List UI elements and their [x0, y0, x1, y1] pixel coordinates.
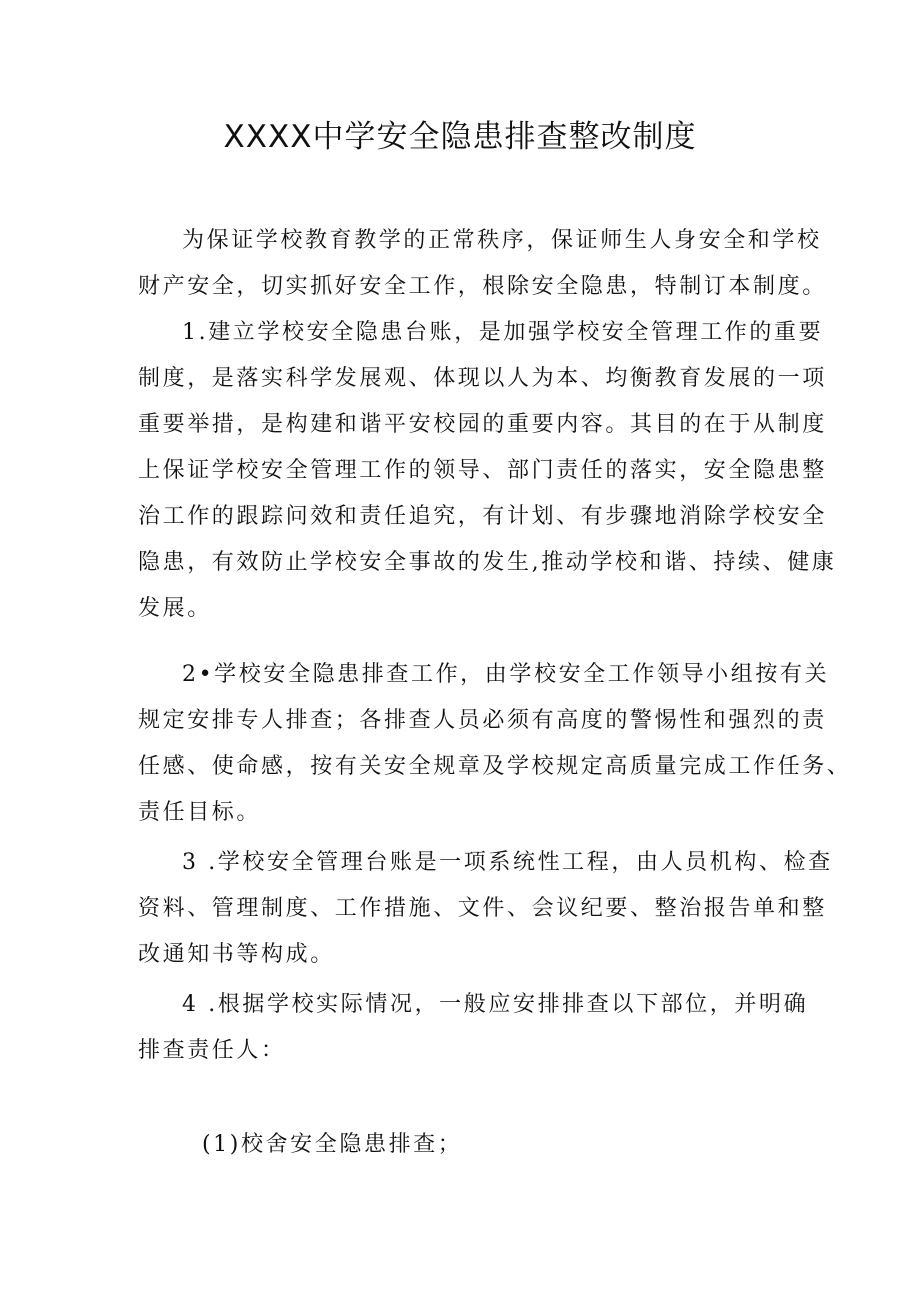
paragraph-line: 发展。	[138, 596, 212, 621]
paragraph-line: 治工作的跟踪问效和责任追究，有计划、有步骤地消除学校安全	[138, 504, 827, 529]
paragraph-line: (1)校舍安全隐患排查；	[202, 1132, 463, 1157]
paragraph-subitem-1	[138, 1122, 798, 1168]
paragraph-line: 责任目标。	[138, 800, 262, 825]
paragraph-line: 任感、使命感，按有关安全规章及学校规定高质量完成工作任务、	[138, 754, 852, 779]
paragraph-item-4	[138, 982, 809, 1074]
paragraph-line: 上保证学校安全管理工作的领导、部门责任的落实，安全隐患整	[138, 458, 827, 483]
paragraph-line: 4 .根据学校实际情况，一般应安排排查以下部位，并明确	[182, 992, 809, 1017]
paragraph-item-3	[138, 840, 833, 978]
paragraph-line: 3 .学校安全管理台账是一项系统性工程，由人员机构、检查	[182, 850, 833, 875]
paragraph-line: 规定安排专人排查；各排查人员必须有高度的警惕性和强烈的责	[138, 708, 827, 733]
paragraph-line: 改通知书等构成。	[138, 942, 335, 967]
paragraph-line: 1.建立学校安全隐患台账，是加强学校安全管理工作的重要	[182, 320, 824, 345]
paragraph-intro	[138, 218, 827, 310]
document-title: XXXX中学安全隐患排查整改制度	[223, 119, 697, 155]
paragraph-line: 资料、管理制度、工作措施、文件、会议纪要、整治报告单和整	[138, 896, 827, 921]
paragraph-line: 制度，是落实科学发展观、体现以人为本、均衡教育发展的一项	[138, 366, 827, 391]
paragraph-line: 重要举措，是构建和谐平安校园的重要内容。其目的在于从制度	[138, 412, 827, 437]
paragraph-line: 隐患，有效防止学校安全事故的发生,推动学校和谐、持续、健康	[138, 550, 837, 575]
paragraph-line: 排查责任人：	[138, 1038, 286, 1063]
paragraph-item-2	[138, 652, 852, 836]
paragraph-item-1	[138, 310, 837, 632]
paragraph-line: 财产安全，切实抓好安全工作，根除安全隐患，特制订本制度。	[138, 274, 827, 299]
paragraph-line: 为保证学校教育教学的正常秩序，保证师生人身安全和学校	[182, 228, 822, 253]
paragraph-line: 2•学校安全隐患排查工作，由学校安全工作领导小组按有关	[182, 662, 830, 687]
